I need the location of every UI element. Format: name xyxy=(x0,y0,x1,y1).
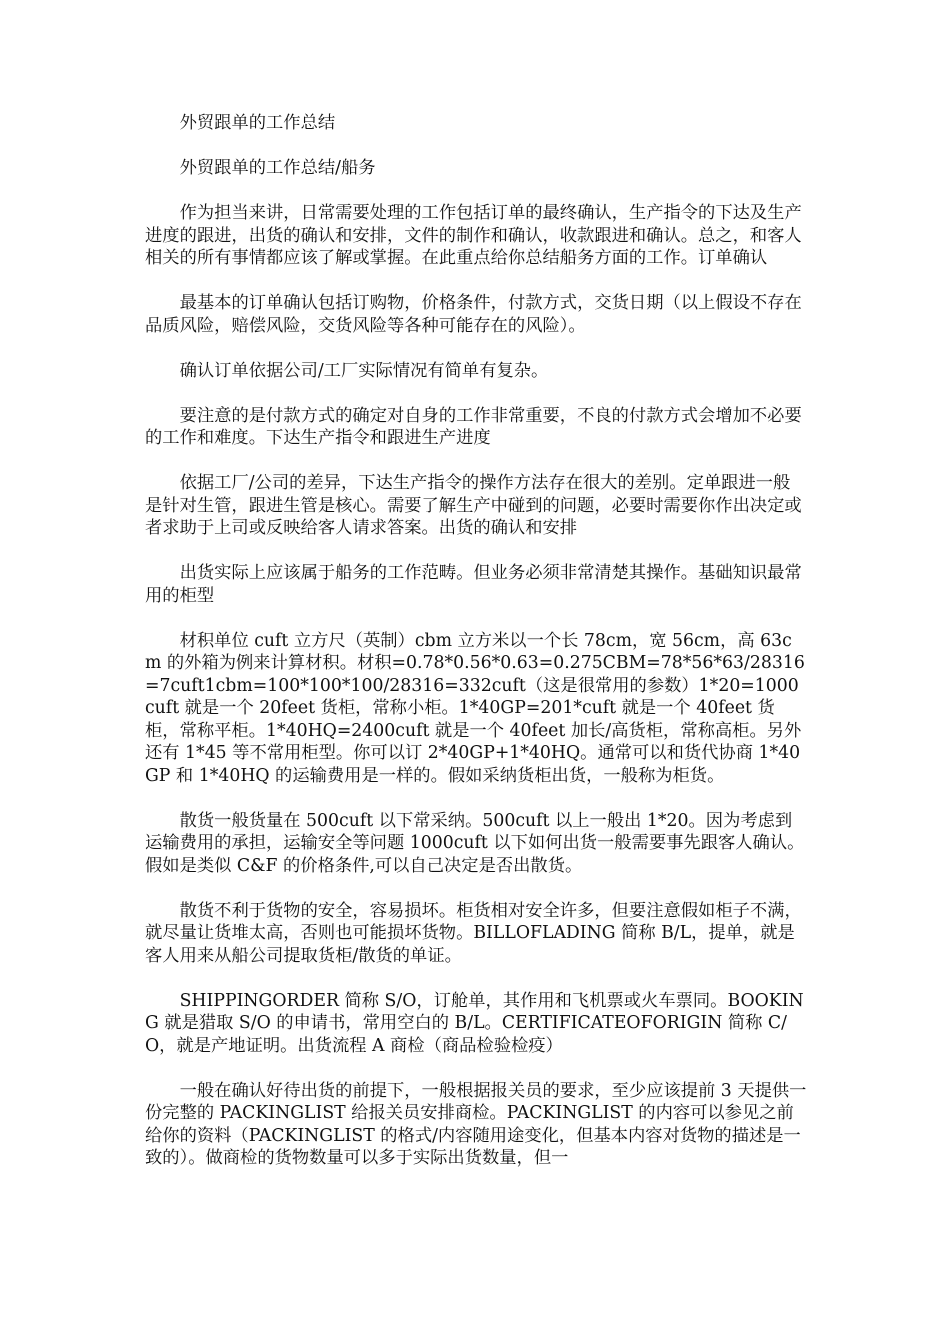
paragraph: 材积单位 cuft 立方尺（英制）cbm 立方米以一个长 78cm，宽 56cm，高 63cm 的外箱为例来计算材积。材积=0.78*0.56*0.63=0.275CBM=78*56*63/28316=7cuft1cbm=100*100*100/28316=332cuft（这是很常用的参数）1*20=1000cuft 就是一个 20feet 货柜，常称小柜。1*40GP=201*cuft 就是一个 40feet 货柜，常称平柜。1*40HQ=2400cuft 就是一个 40feet 加长/高货柜，常称高柜。另外还有 1*45 等不常用柜型。你可以订 2*40GP+1*40HQ。通常可以和货代协商 1*40GP 和 1*40HQ 的运输费用是一样的。假如采纳货柜出货，一般称为柜货。 xyxy=(145,630,805,786)
paragraph: SHIPPINGORDER 简称 S/O，订舱单，其作用和飞机票或火车票同。BOOKING 就是猎取 S/O 的申请书，常用空白的 B/L。CERTIFICATEOFORIGIN 简称 C/O，就是产地证明。出货流程 A 商检（商品检验检疫） xyxy=(145,990,804,1056)
paragraph: 最基本的订单确认包括订购物，价格条件，付款方式，交货日期（以上假设不存在品质风险，赔偿风险，交货风险等各种可能存在的风险）。 xyxy=(145,293,802,336)
document-title: 外贸跟单的工作总结 xyxy=(179,113,336,133)
paragraph: 散货一般货量在 500cuft 以下常采纳。500cuft 以上一般出 1*20。因为考虑到运输费用的承担，运输安全等问题 1000cuft 以下如何出货一般需要事先跟客人确认。假如是类似 C&F 的价格条件,可以自己决定是否出散货。 xyxy=(145,810,805,876)
paragraph: 出货实际上应该属于船务的工作范畴。但业务必须非常清楚其操作。基础知识最常用的柜型 xyxy=(145,563,802,606)
paragraph: 散货不利于货物的安全，容易损坏。柜货相对安全许多，但要注意假如柜子不满，就尽量让货堆太高，否则也可能损坏货物。BILLOFLADING 简称 B/L，提单，就是客人用来从船公司提取货柜/散货的单证。 xyxy=(145,900,802,966)
document-subtitle: 外贸跟单的工作总结/船务 xyxy=(179,158,376,178)
paragraph: 一般在确认好待出货的前提下，一般根据报关员的要求，至少应该提前 3 天提供一份完整的 PACKINGLIST 给报关员安排商检。PACKINGLIST 的内容可以参见之前给你的资料（PACKINGLIST 的格式/内容随用途变化，但基本内容对货物的描述是一致的）。做商检的货物数量可以多于实际出货数量，但一 xyxy=(145,1080,807,1168)
paragraph: 依据工厂/公司的差异，下达生产指令的操作方法存在很大的差别。定单跟进一般是针对生管，跟进生管是核心。需要了解生产中碰到的问题，必要时需要你作出决定或者求助于上司或反映给客人请求答案。出货的确认和安排 xyxy=(145,473,802,538)
paragraph: 要注意的是付款方式的确定对自身的工作非常重要，不良的付款方式会增加不必要的工作和难度。下达生产指令和跟进生产进度 xyxy=(145,405,802,448)
paragraph: 确认订单依据公司/工厂实际情况有简单有复杂。 xyxy=(179,360,549,381)
document-body xyxy=(145,112,807,1192)
paragraph: 作为担当来讲，日常需要处理的工作包括订单的最终确认，生产指令的下达及生产进度的跟进，出货的确认和安排，文件的制作和确认，收款跟进和确认。总之，和客人相关的所有事情都应该了解或掌握。在此重点给你总结船务方面的工作。订单确认 xyxy=(145,203,802,268)
